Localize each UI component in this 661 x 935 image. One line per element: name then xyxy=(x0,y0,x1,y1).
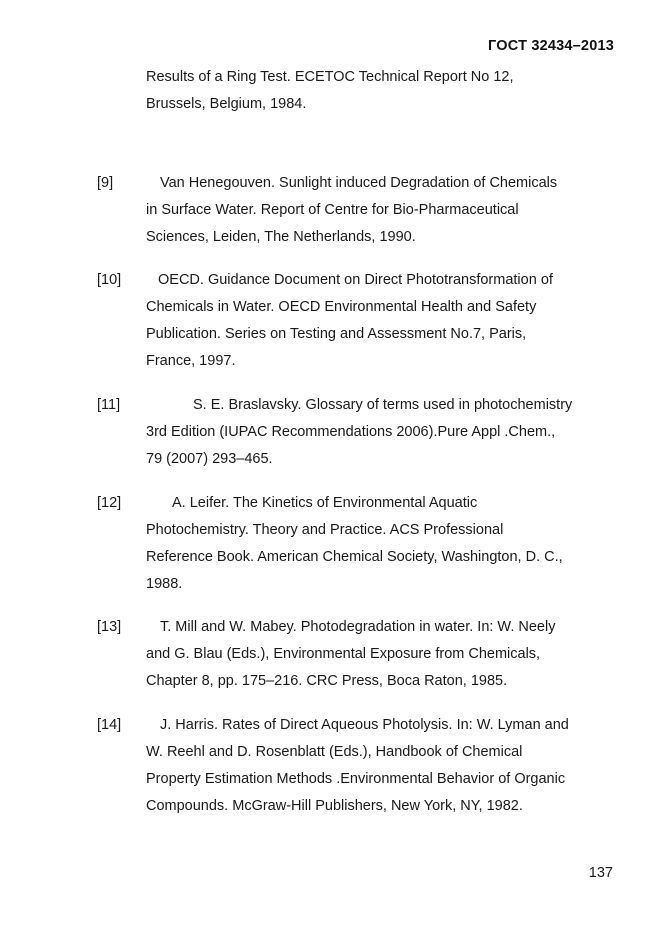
text-line: Results of a Ring Test. ECETOC Technical Report No 12, xyxy=(146,69,514,85)
reference-text xyxy=(146,614,616,695)
text-line: Compounds. McGraw-Hill Publishers, New York, NY, 1982. xyxy=(146,798,523,814)
reference-number: [10] xyxy=(97,272,122,288)
continued-reference-text xyxy=(146,64,626,118)
text-line: 1988. xyxy=(146,576,183,592)
text-line: S. E. Braslavsky. Glossary of terms used in photochemistry xyxy=(193,397,573,413)
text-line: 79 (2007) 293–465. xyxy=(146,451,273,467)
text-line: OECD. Guidance Document on Direct Phototransformation of xyxy=(158,272,553,288)
text-line: 3rd Edition (IUPAC Recommendations 2006).Pure Appl .Chem., xyxy=(146,424,556,440)
text-line: Van Henegouven. Sunlight induced Degradation of Chemicals xyxy=(160,175,558,191)
reference-text xyxy=(146,712,616,820)
reference-number: [12] xyxy=(97,495,122,511)
text-line: and G. Blau (Eds.), Environmental Exposure from Chemicals, xyxy=(146,646,541,662)
text-line: W. Reehl and D. Rosenblatt (Eds.), Handbook of Chemical xyxy=(146,744,523,760)
text-line: Brussels, Belgium, 1984. xyxy=(146,96,307,112)
text-line: T. Mill and W. Mabey. Photodegradation in water. In: W. Neely xyxy=(160,619,556,635)
text-line: Property Estimation Methods .Environmental Behavior of Organic xyxy=(146,771,566,787)
text-line: Chapter 8, pp. 175–216. CRC Press, Boca Raton, 1985. xyxy=(146,673,508,689)
page-number: 137 xyxy=(588,865,613,881)
reference-text xyxy=(146,170,616,251)
reference-text xyxy=(146,392,616,473)
text-line: Publication. Series on Testing and Assessment No.7, Paris, xyxy=(146,326,527,342)
reference-text xyxy=(146,267,616,375)
reference-text xyxy=(146,490,616,598)
text-line: Chemicals in Water. OECD Environmental Health and Safety xyxy=(146,299,537,315)
document-header-standard: ГОСТ 32434–2013 xyxy=(488,38,614,54)
text-line: France, 1997. xyxy=(146,353,236,369)
text-line: J. Harris. Rates of Direct Aqueous Photolysis. In: W. Lyman and xyxy=(160,717,569,733)
reference-number: [14] xyxy=(97,717,122,733)
text-line: in Surface Water. Report of Centre for Bio-Pharmaceutical xyxy=(146,202,519,218)
reference-number: [13] xyxy=(97,619,122,635)
reference-number: [9] xyxy=(97,175,114,191)
text-line: Sciences, Leiden, The Netherlands, 1990. xyxy=(146,229,416,245)
text-line: Reference Book. American Chemical Society, Washington, D. C., xyxy=(146,549,563,565)
text-line: A. Leifer. The Kinetics of Environmental Aquatic xyxy=(172,495,478,511)
reference-number: [11] xyxy=(97,397,121,413)
text-line: Photochemistry. Theory and Practice. ACS Professional xyxy=(146,522,504,538)
